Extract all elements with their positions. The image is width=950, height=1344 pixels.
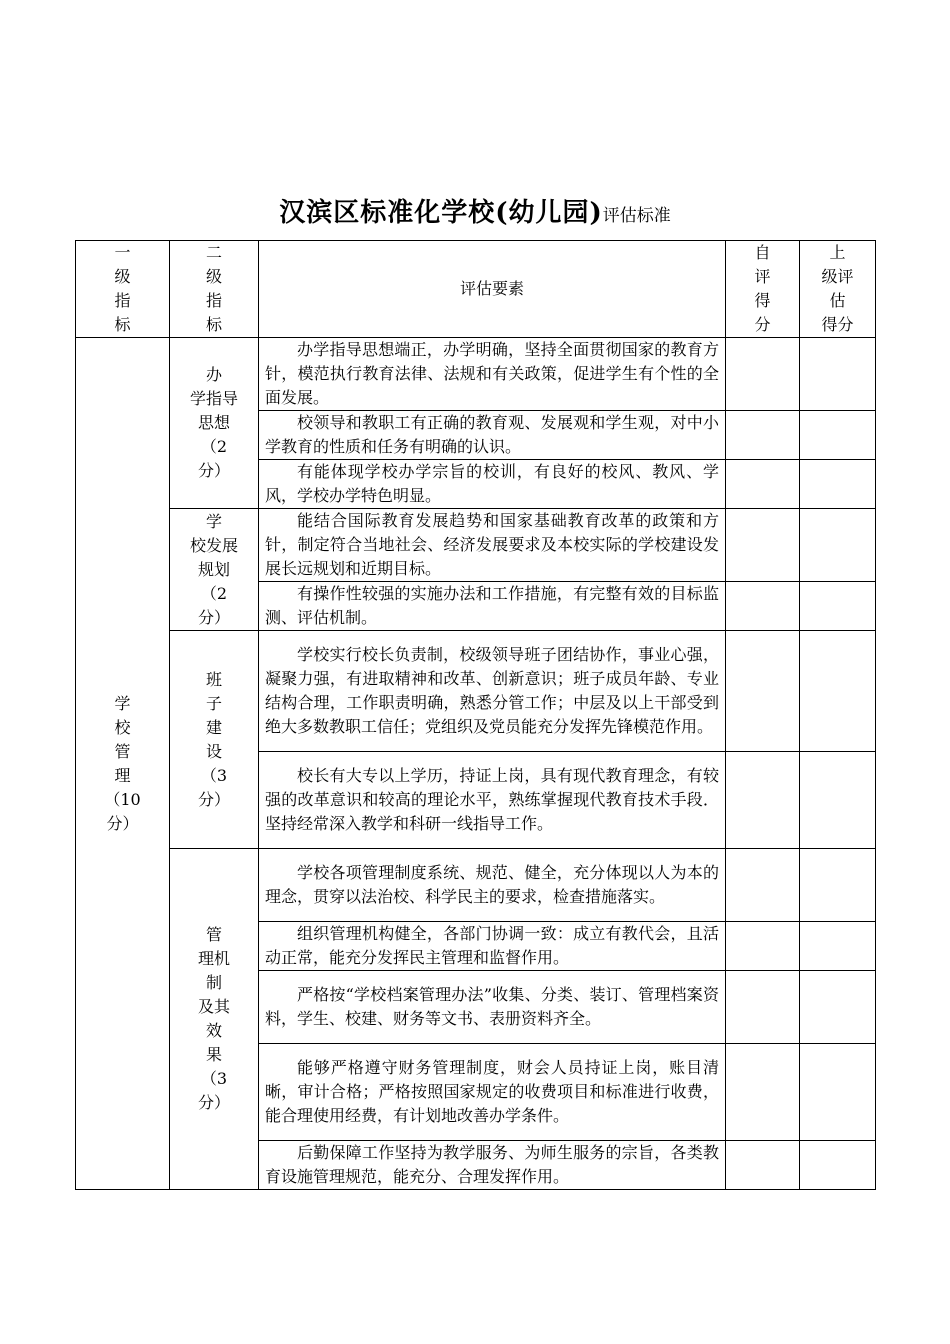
self-score-cell[interactable]: [726, 460, 800, 509]
self-score-cell[interactable]: [726, 338, 800, 411]
upper-score-cell[interactable]: [800, 582, 876, 631]
header-level1: 一 级 指 标: [76, 241, 170, 338]
self-score-cell[interactable]: [726, 971, 800, 1044]
upper-score-cell[interactable]: [800, 849, 876, 922]
table-row: [76, 509, 876, 582]
self-score-cell[interactable]: [726, 752, 800, 849]
self-score-cell[interactable]: [726, 582, 800, 631]
level2-indicator: 办 学指导 思想 （2 分）: [170, 338, 259, 509]
evaluation-table: [75, 240, 876, 1190]
self-score-cell[interactable]: [726, 1141, 800, 1190]
level1-indicator: 学 校 管 理 （10 分）: [76, 338, 170, 1190]
upper-score-cell[interactable]: [800, 460, 876, 509]
upper-score-cell[interactable]: [800, 1141, 876, 1190]
requirement-cell: 后勤保障工作坚持为教学服务、为师生服务的宗旨，各类教育设施管理规范，能充分、合理发挥作用。: [259, 1141, 726, 1190]
upper-score-cell[interactable]: [800, 631, 876, 752]
requirement-cell: 办学指导思想端正，办学明确，坚持全面贯彻国家的教育方针，模范执行教育法律、法规和有关政策，促进学生有个性的全面发展。: [259, 338, 726, 411]
requirement-cell: 有能体现学校办学宗旨的校训，有良好的校风、教风、学风，学校办学特色明显。: [259, 460, 726, 509]
level2-indicator: 学 校发展 规划 （2 分）: [170, 509, 259, 631]
level2-indicator: 管 理机 制 及其 效 果 （3 分）: [170, 849, 259, 1190]
table-row: [76, 631, 876, 752]
title-sub: 评估标准: [602, 206, 671, 226]
upper-score-cell[interactable]: [800, 971, 876, 1044]
self-score-cell[interactable]: [726, 1044, 800, 1141]
header-upper-score: 上 级评 估 得分: [800, 241, 876, 338]
upper-score-cell[interactable]: [800, 338, 876, 411]
upper-score-cell[interactable]: [800, 922, 876, 971]
title-main: 汉滨区标准化学校(幼儿园): [279, 198, 603, 228]
level2-indicator: 班 子 建 设 （3 分）: [170, 631, 259, 849]
upper-score-cell[interactable]: [800, 411, 876, 460]
requirement-cell: 组织管理机构健全，各部门协调一致：成立有教代会，且活动正常，能充分发挥民主管理和监督作用。: [259, 922, 726, 971]
self-score-cell[interactable]: [726, 849, 800, 922]
header-elements: 评估要素: [259, 241, 726, 338]
document-title: [0, 192, 950, 229]
self-score-cell[interactable]: [726, 631, 800, 752]
requirement-cell: 学校实行校长负责制，校级领导班子团结协作，事业心强，凝聚力强，有进取精神和改革、创新意识；班子成员年龄、专业结构合理，工作职责明确，熟悉分管工作；中层及以上干部受到绝大多数教职工信任；党组织及党员能充分发挥先锋模范作用。: [259, 631, 726, 752]
self-score-cell[interactable]: [726, 509, 800, 582]
requirement-cell: 校领导和教职工有正确的教育观、发展观和学生观，对中小学教育的性质和任务有明确的认识。: [259, 411, 726, 460]
requirement-cell: 有操作性较强的实施办法和工作措施，有完整有效的目标监测、评估机制。: [259, 582, 726, 631]
table-row: [76, 338, 876, 411]
upper-score-cell[interactable]: [800, 1044, 876, 1141]
table-row: [76, 849, 876, 922]
requirement-cell: 严格按“学校档案管理办法”收集、分类、装订、管理档案资料，学生、校建、财务等文书、表册资料齐全。: [259, 971, 726, 1044]
self-score-cell[interactable]: [726, 922, 800, 971]
header-level2: 二 级 指 标: [170, 241, 259, 338]
requirement-cell: 学校各项管理制度系统、规范、健全，充分体现以人为本的理念，贯穿以法治校、科学民主的要求，检查措施落实。: [259, 849, 726, 922]
header-row: [76, 241, 876, 338]
header-self-score: 自 评 得 分: [726, 241, 800, 338]
requirement-cell: 能够严格遵守财务管理制度，财会人员持证上岗，账目清晰，审计合格；严格按照国家规定的收费项目和标准进行收费，能合理使用经费，有计划地改善办学条件。: [259, 1044, 726, 1141]
upper-score-cell[interactable]: [800, 752, 876, 849]
requirement-cell: 能结合国际教育发展趋势和国家基础教育改革的政策和方针，制定符合当地社会、经济发展要求及本校实际的学校建设发展长远规划和近期目标。: [259, 509, 726, 582]
self-score-cell[interactable]: [726, 411, 800, 460]
upper-score-cell[interactable]: [800, 509, 876, 582]
requirement-cell: 校长有大专以上学历，持证上岗，具有现代教育理念，有较强的改革意识和较高的理论水平，熟练掌握现代教育技术手段．坚持经常深入教学和科研一线指导工作。: [259, 752, 726, 849]
